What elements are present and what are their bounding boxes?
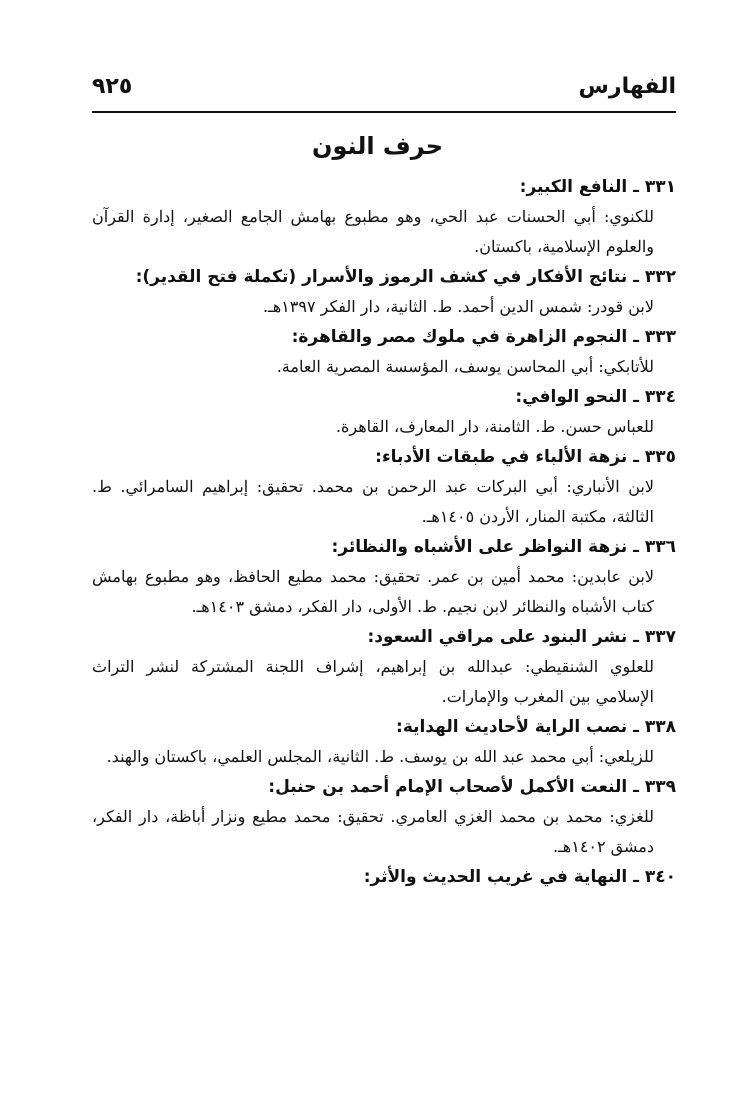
entry-title: النجوم الزاهرة في ملوك مصر والقاهرة: — [291, 327, 628, 347]
entry-title: النافع الكبير: — [519, 177, 628, 197]
entry-title: نشر البنود على مراقي السعود: — [367, 627, 628, 647]
entry-body: للزيلعي: أبي محمد عبد الله بن يوسف. ط. الثانية، المجلس العلمي، باكستان والهند. — [106, 747, 654, 766]
entry-number: ٣٣٦ — [644, 537, 676, 557]
index-entry — [92, 442, 676, 532]
entry-number: ٣٣٩ — [644, 777, 676, 797]
header-divider — [92, 111, 676, 113]
entry-number: ٣٣٨ — [644, 717, 676, 737]
index-entry — [92, 382, 676, 442]
entry-body: لابن قودر: شمس الدين أحمد. ط. الثانية، دار الفكر ١٣٩٧هـ. — [262, 297, 654, 316]
index-entry — [92, 262, 676, 322]
entry-number: ٣٣٧ — [644, 627, 676, 647]
index-entry — [92, 532, 676, 622]
index-entry — [92, 322, 676, 382]
page-number: ٩٢٥ — [92, 74, 133, 99]
entry-number: ٣٣٥ — [644, 447, 676, 467]
entry-number: ٣٣١ — [644, 177, 676, 197]
index-entry — [92, 172, 676, 262]
entry-heading: ٣٣٦ ـ نزهة النواظر على الأشباه والنظائر: — [331, 537, 676, 557]
entry-heading: ٣٣٨ ـ نصب الراية لأحاديث الهداية: — [396, 717, 676, 737]
entry-heading: ٣٣٣ ـ النجوم الزاهرة في ملوك مصر والقاهرة: — [291, 327, 676, 347]
entry-heading: ٣٤٠ ـ النهاية في غريب الحديث والأثر: — [363, 867, 676, 887]
entry-heading: ٣٣٧ ـ نشر البنود على مراقي السعود: — [367, 627, 676, 647]
index-entries — [92, 172, 676, 892]
index-entry — [92, 772, 676, 862]
entry-title: نزهة الألباء في طبقات الأدباء: — [375, 447, 628, 467]
entry-body: للعلوي الشنقيطي: عبدالله بن إبراهيم، إشراف اللجنة المشتركة لنشر التراث الإسلامي بين المغرب والإمارات. — [92, 657, 654, 706]
entry-body: لابن عابدين: محمد أمين بن عمر. تحقيق: محمد مطيع الحافظ، وهو مطبوع بهامش كتاب الأشباه والنظائر لابن نجيم. ط. الأولى، دار الفكر، دمشق ١٤٠٣هـ. — [92, 567, 654, 616]
entry-body: للأتابكي: أبي المحاسن يوسف، المؤسسة المصرية العامة. — [276, 357, 654, 376]
index-entry — [92, 712, 676, 772]
entry-number: ٣٣٤ — [644, 387, 676, 407]
entry-number: ٣٣٣ — [644, 327, 676, 347]
entry-body: للعباس حسن. ط. الثامنة، دار المعارف، القاهرة. — [335, 417, 654, 436]
entry-number: ٣٣٢ — [644, 267, 676, 287]
entry-body: للكنوي: أبي الحسنات عبد الحي، وهو مطبوع بهامش الجامع الصغير، إدارة القرآن والعلوم الإسلامية، باكستان. — [92, 207, 654, 256]
entry-title: نزهة النواظر على الأشباه والنظائر: — [331, 537, 628, 557]
entry-title: النعت الأكمل لأصحاب الإمام أحمد بن حنبل: — [268, 777, 628, 797]
entry-heading: ٣٣٢ ـ نتائج الأفكار في كشف الرموز والأسرار (تكملة فتح القدير): — [135, 267, 676, 287]
entry-number: ٣٤٠ — [644, 867, 676, 887]
entry-heading: ٣٣٩ ـ النعت الأكمل لأصحاب الإمام أحمد بن حنبل: — [268, 777, 676, 797]
entry-heading: ٣٣١ ـ النافع الكبير: — [519, 177, 676, 197]
entry-title: نتائج الأفكار في كشف الرموز والأسرار (تكملة فتح القدير): — [135, 267, 628, 287]
entry-title: النهاية في غريب الحديث والأثر: — [363, 867, 628, 887]
entry-title: النحو الوافي: — [515, 387, 628, 407]
entry-heading: ٣٣٤ ـ النحو الوافي: — [515, 387, 676, 407]
entry-body: لابن الأنباري: أبي البركات عبد الرحمن بن محمد. تحقيق: إبراهيم السامرائي. ط. الثالثة، مكتبة المنار، الأردن ١٤٠٥هـ. — [92, 477, 654, 526]
page-header — [92, 70, 676, 110]
entry-heading: ٣٣٥ ـ نزهة الألباء في طبقات الأدباء: — [375, 447, 676, 467]
index-entry — [92, 862, 676, 892]
section-title: حرف النون — [311, 132, 444, 160]
running-title: الفهارس — [578, 74, 676, 99]
index-entry — [92, 622, 676, 712]
entry-title: نصب الراية لأحاديث الهداية: — [396, 717, 628, 737]
entry-body: للغزي: محمد بن محمد الغزي العامري. تحقيق: محمد مطيع ونزار أباظة، دار الفكر، دمشق ١٤٠٢هـ. — [92, 807, 654, 856]
